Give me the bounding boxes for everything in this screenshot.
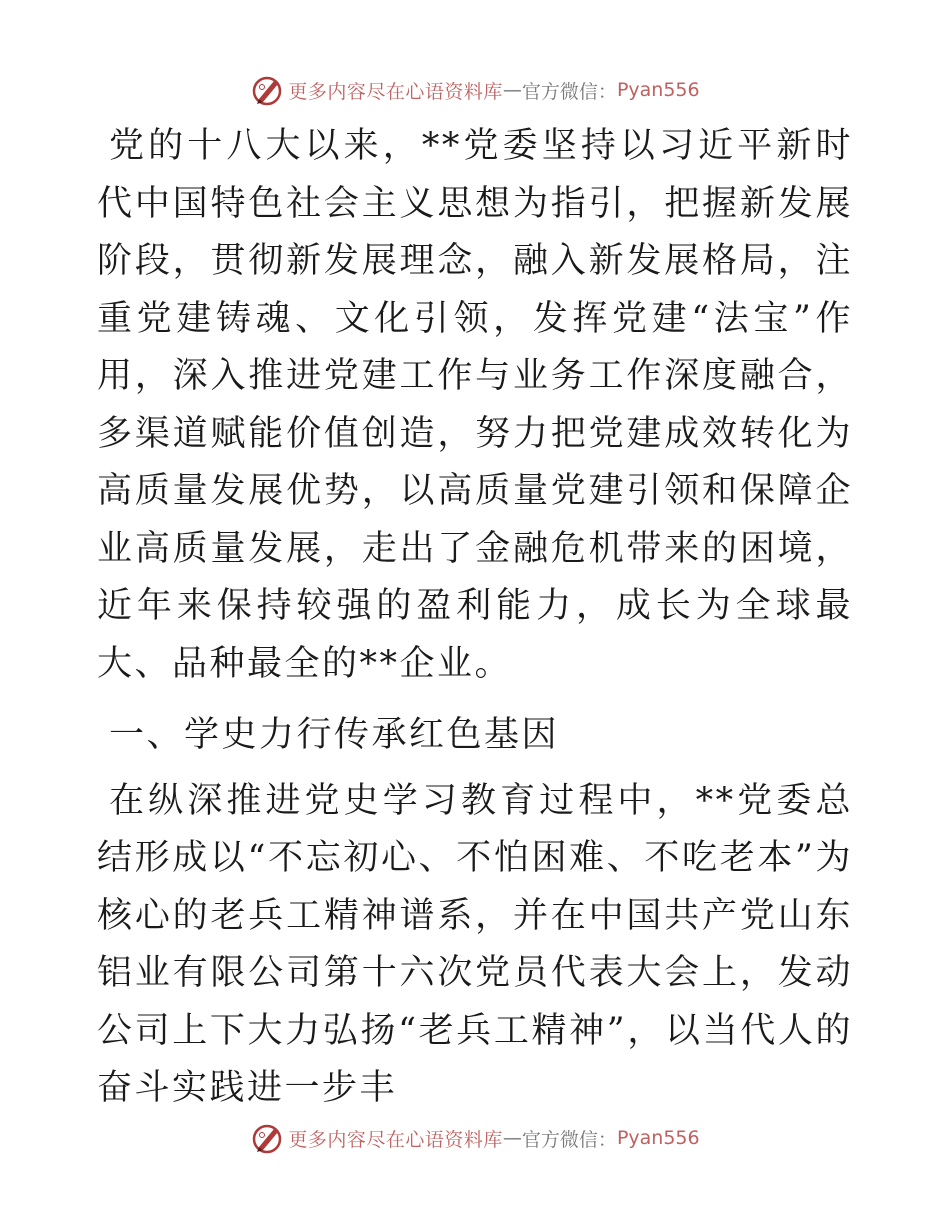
- footer-watermark-banner: [0, 1118, 950, 1158]
- banner-separator: —: [502, 1127, 522, 1149]
- header-watermark-banner: [0, 70, 950, 110]
- paragraph-1: 党的十八大以来，**党委坚持以习近平新时代中国特色社会主义思想为指引，把握新发展阶段，贯彻新发展理念，融入新发展格局，注重党建铸魂、文化引领，发挥党建“法宝”作用，深入推进党建工作与业务工作深度融合，多渠道赋能价值创造，努力把党建成效转化为高质量发展优势，以高质量党建引领和保障企业高质量发展，走出了金融危机带来的困境，近年来保持较强的盈利能力，成长为全球最大、品种最全的**企业。: [97, 126, 853, 684]
- paragraph-2: 在纵深推进党史学习教育过程中，**党委总结形成以“不忘初心、不怕困难、不吃老本”为核心的老兵工精神谱系，并在中国共产党山东铝业有限公司第十六次党员代表大会上，发动公司上下大力弘扬“老兵工精神”，以当代人的奋斗实践进一步丰: [97, 780, 853, 1108]
- banner-separator: —: [502, 79, 522, 101]
- banner-text: 更多内容尽在心语资料库: [288, 80, 503, 103]
- section-heading-1: 一、学史力行传承红色基因: [109, 715, 560, 755]
- banner-wechat-id: Pyan556: [616, 1127, 700, 1149]
- pen-logo-icon: [250, 1121, 284, 1155]
- banner-text: 更多内容尽在心语资料库: [288, 1128, 503, 1151]
- banner-wechat-id: Pyan556: [616, 79, 700, 101]
- banner-wechat-label: 官方微信：: [521, 80, 617, 103]
- banner-wechat-label: 官方微信：: [521, 1128, 617, 1151]
- pen-logo-icon: [250, 73, 284, 107]
- document-body: [97, 118, 853, 1118]
